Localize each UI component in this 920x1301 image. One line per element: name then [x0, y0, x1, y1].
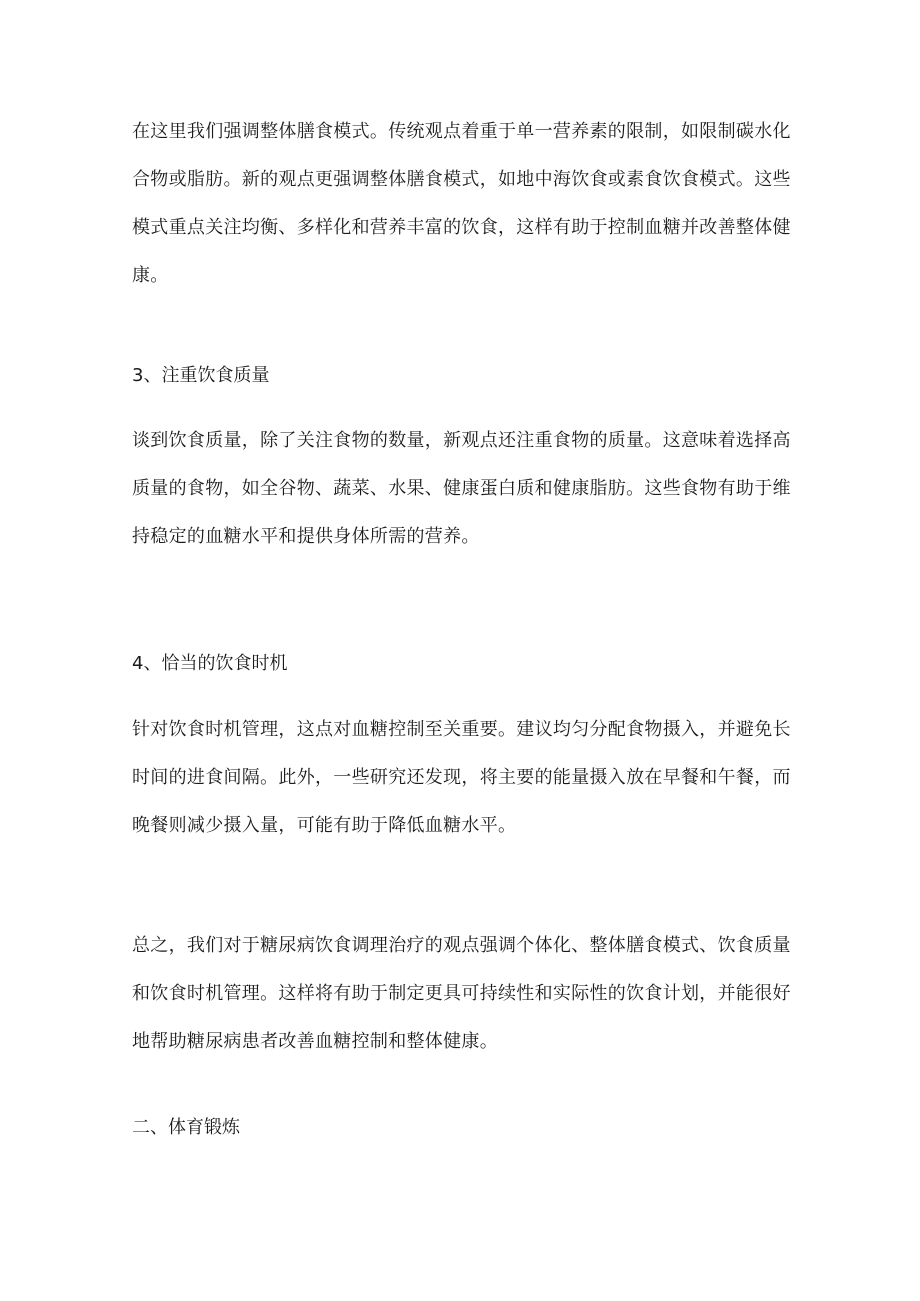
paragraph-line: 晚餐则减少摄入量，可能有助于降低血糖水平。	[132, 815, 517, 836]
paragraph-overall-diet-pattern	[132, 108, 794, 300]
heading-diet-quality: 3、注重饮食质量	[132, 365, 270, 386]
paragraph-line: 在这里我们强调整体膳食模式。传统观点着重于单一营养素的限制，如限制碳水化	[132, 121, 791, 142]
heading-meal-timing: 4、恰当的饮食时机	[132, 653, 288, 674]
paragraph-line: 时间的进食间隔。此外，一些研究还发现，将主要的能量摄入放在早餐和午餐，而	[132, 767, 791, 788]
paragraph-line: 合物或脂肪。新的观点更强调整体膳食模式，如地中海饮食或素食饮食模式。这些	[132, 169, 791, 190]
paragraph-summary	[132, 922, 794, 1066]
paragraph-line: 谈到饮食质量，除了关注食物的数量，新观点还注重食物的质量。这意味着选择高	[132, 430, 791, 451]
paragraph-line: 康。	[132, 265, 169, 286]
heading-physical-exercise: 二、体育锻炼	[132, 1117, 240, 1138]
paragraph-line: 地帮助糖尿病患者改善血糖控制和整体健康。	[132, 1031, 498, 1052]
paragraph-line: 模式重点关注均衡、多样化和营养丰富的饮食，这样有助于控制血糖并改善整体健	[132, 217, 791, 238]
paragraph-line: 和饮食时机管理。这样将有助于制定更具可持续性和实际性的饮食计划，并能很好	[132, 983, 791, 1004]
paragraph-meal-timing	[132, 706, 794, 850]
paragraph-line: 质量的食物，如全谷物、蔬菜、水果、健康蛋白质和健康脂肪。这些食物有助于维	[132, 478, 791, 499]
paragraph-line: 针对饮食时机管理，这点对血糖控制至关重要。建议均匀分配食物摄入，并避免长	[132, 719, 791, 740]
paragraph-line: 总之，我们对于糖尿病饮食调理治疗的观点强调个体化、整体膳食模式、饮食质量	[132, 935, 791, 956]
paragraph-diet-quality	[132, 417, 794, 561]
paragraph-line: 持稳定的血糖水平和提供身体所需的营养。	[132, 526, 480, 547]
